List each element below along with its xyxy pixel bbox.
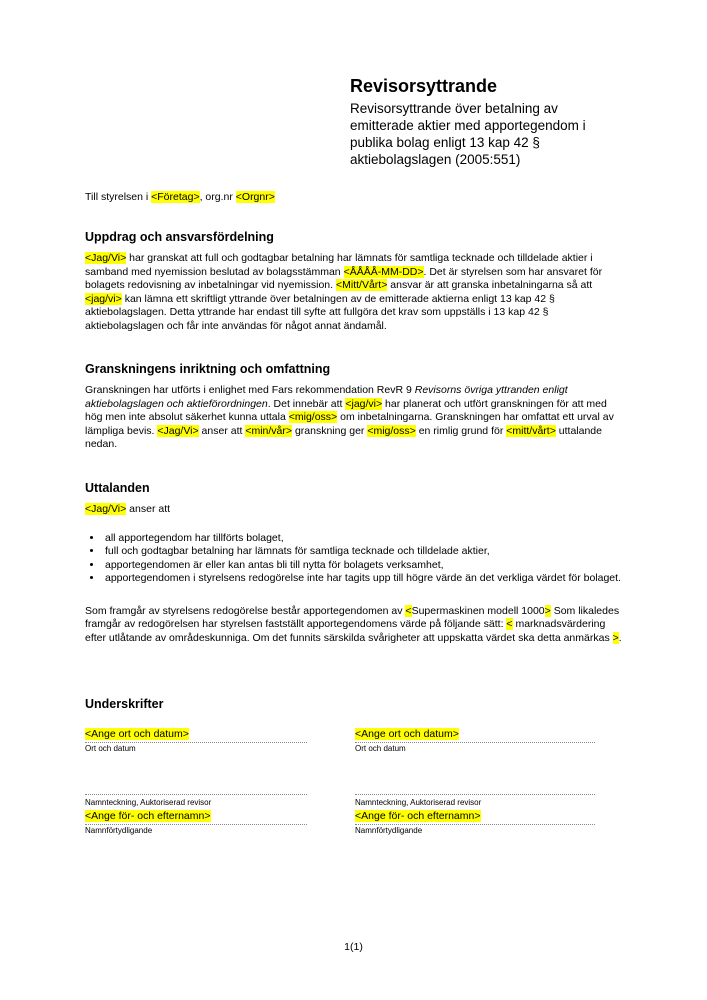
location-date-line	[85, 728, 307, 743]
location-date-placeholder-field[interactable]: <Ange ort och datum>	[85, 728, 189, 740]
text-segment: kan lämna ett skriftligt yttrande över betalningen av de emitterade aktierna enligt 13 kap 42 § aktiebolagslagen. Detta yttrande har endast till syfte att fullgöra det krav som uppställs i 13 kap 42 § aktiebolagslagen och får inte användas för något annat ändamål.	[85, 292, 555, 332]
document-subtitle: Revisorsyttrande över betalning av emitterade aktier med apportegendom i publika bolag enligt 13 kap 42 § aktiebolagslagen (2005:551)	[350, 101, 586, 167]
bullet-item: • apportegendomen i styrelsens redogörelse inte har tagits upp till högre värde än det verkliga värdet för bolaget.	[103, 572, 622, 586]
text-segment: Som framgår av styrelsens redogörelse består apportegendomen av	[85, 604, 406, 617]
pronoun-placeholder-field[interactable]: <Jag/Vi>	[85, 252, 127, 264]
section-uppdrag	[85, 230, 622, 333]
text-segment: , org.nr	[199, 191, 236, 203]
orgnr-placeholder-field[interactable]: <Orgnr>	[235, 191, 275, 203]
text-segment: en rimlig grund för	[415, 424, 507, 437]
uttalanden-intro	[85, 503, 622, 517]
signature-column-right	[355, 728, 595, 836]
open-bracket-placeholder[interactable]: <	[405, 604, 412, 617]
uttalanden-closing-paragraph	[85, 605, 622, 646]
location-date-label: Ort och datum	[355, 744, 406, 753]
salutation-line	[85, 191, 622, 205]
bullet-item: • full och godtagbar betalning har lämnats för samtliga tecknade och tilldelade aktier,	[103, 545, 622, 559]
section-heading-granskning: Granskningens inriktning och omfattning	[85, 362, 331, 376]
uttalanden-bullet-list	[85, 532, 622, 586]
section-heading-uppdrag: Uppdrag och ansvarsfördelning	[85, 230, 274, 244]
name-line	[85, 810, 307, 825]
text-segment: anser att	[198, 424, 246, 437]
pronoun-placeholder-field[interactable]: <Jag/Vi>	[157, 424, 199, 437]
text-segment: . Det är styrelsen som har ansvaret för bolagets redovisning av inbetalningar vid nyemission.	[85, 265, 603, 291]
signature-column-left	[85, 728, 307, 836]
text-segment: har planerat och utfört granskningen för att med hög men inte absolut säkerhet kunna uttala	[85, 397, 607, 423]
pronoun-placeholder-field[interactable]: <mig/oss>	[367, 424, 416, 437]
name-clarification-label: Namnförtydligande	[85, 826, 153, 835]
signature-line-label: Namnteckning, Auktoriserad revisor	[355, 798, 482, 807]
recommendation-title-italic: Revisorns övriga yttranden enligt aktiebolagslagen och aktieförordningen	[85, 384, 568, 410]
section-underskrifter	[85, 697, 622, 878]
company-placeholder-field[interactable]: <Företag>	[151, 191, 200, 203]
text-segment: anser att	[126, 503, 171, 515]
text-segment: granskning ger	[292, 424, 368, 437]
uppdrag-paragraph	[85, 252, 622, 333]
document-header	[350, 76, 615, 168]
text-segment: . Det innebär att	[267, 397, 346, 410]
bullet-item: • all apportegendom har tillförts bolaget,	[103, 532, 622, 546]
text-segment: har granskat att full och godtagbar betalning har lämnats för samtliga tecknade och tilldelade aktier i samband med nyemission beslutad av bolagsstämman	[85, 252, 593, 278]
name-line	[355, 810, 595, 825]
text-segment: ansvar är att granska inbetalningarna så att	[387, 279, 593, 291]
name-placeholder-field[interactable]: <Ange för- och efternamn>	[85, 810, 211, 822]
section-heading-underskrifter: Underskrifter	[85, 697, 164, 711]
text-segment: Som likaledes framgår av redogörelsen har styrelsen fastställt apportegendomens värde på följande sätt:	[85, 604, 620, 630]
pronoun-placeholder-field[interactable]: <jag/vi>	[85, 292, 122, 305]
text-segment: marknadsvärdering efter utlåtande av områdeskunniga. Om det funnits särskilda svårigheter att uppskatta värdet ska detta anmärkas	[85, 618, 613, 644]
location-date-label: Ort och datum	[85, 744, 136, 753]
text-segment: uttalande nedan.	[85, 424, 602, 450]
pronoun-placeholder-field[interactable]: <min/vår>	[245, 424, 293, 437]
section-uttalanden	[85, 481, 622, 645]
section-granskning	[85, 362, 622, 452]
name-placeholder-field[interactable]: <Ange för- och efternamn>	[355, 810, 481, 822]
granskning-paragraph	[85, 384, 622, 452]
signature-area	[355, 794, 595, 836]
location-date-line	[355, 728, 595, 743]
open-bracket-placeholder[interactable]: <	[506, 618, 513, 630]
page-number: 1(1)	[344, 941, 363, 953]
bullet-item: • apportegendomen är eller kan antas bli till nytta för bolagets verksamhet,	[103, 559, 622, 573]
name-clarification-label: Namnförtydligande	[355, 826, 423, 835]
signature-area	[85, 794, 307, 836]
pronoun-placeholder-field[interactable]: <Mitt/Vårt>	[335, 279, 388, 291]
pronoun-placeholder-field[interactable]: <jag/vi>	[345, 397, 383, 410]
pronoun-placeholder-field[interactable]: <mitt/vårt>	[506, 424, 556, 437]
text-segment: Till styrelsen i	[85, 191, 152, 203]
text-segment: om inbetalningarna. Granskningen har omfattat ett urval av lämpliga bevis.	[85, 411, 614, 437]
signature-line-label: Namnteckning, Auktoriserad revisor	[85, 798, 212, 807]
signature-grid	[85, 728, 622, 878]
location-date-placeholder-field[interactable]: <Ange ort och datum>	[355, 728, 459, 740]
text-segment: Granskningen har utförts i enlighet med Fars rekommendation RevR 9	[85, 384, 415, 396]
text-segment: .	[618, 631, 622, 644]
section-heading-uttalanden: Uttalanden	[85, 481, 150, 495]
close-bracket-placeholder[interactable]: >	[544, 604, 551, 617]
text-segment: Supermaskinen modell 1000	[411, 604, 545, 617]
pronoun-placeholder-field[interactable]: <mig/oss>	[288, 411, 338, 423]
close-bracket-placeholder[interactable]: >	[612, 631, 619, 644]
date-placeholder-field[interactable]: <ÅÅÅÅ-MM-DD>	[343, 265, 424, 278]
document-title: Revisorsyttrande	[350, 76, 498, 96]
pronoun-placeholder-field[interactable]: <Jag/Vi>	[85, 503, 127, 515]
